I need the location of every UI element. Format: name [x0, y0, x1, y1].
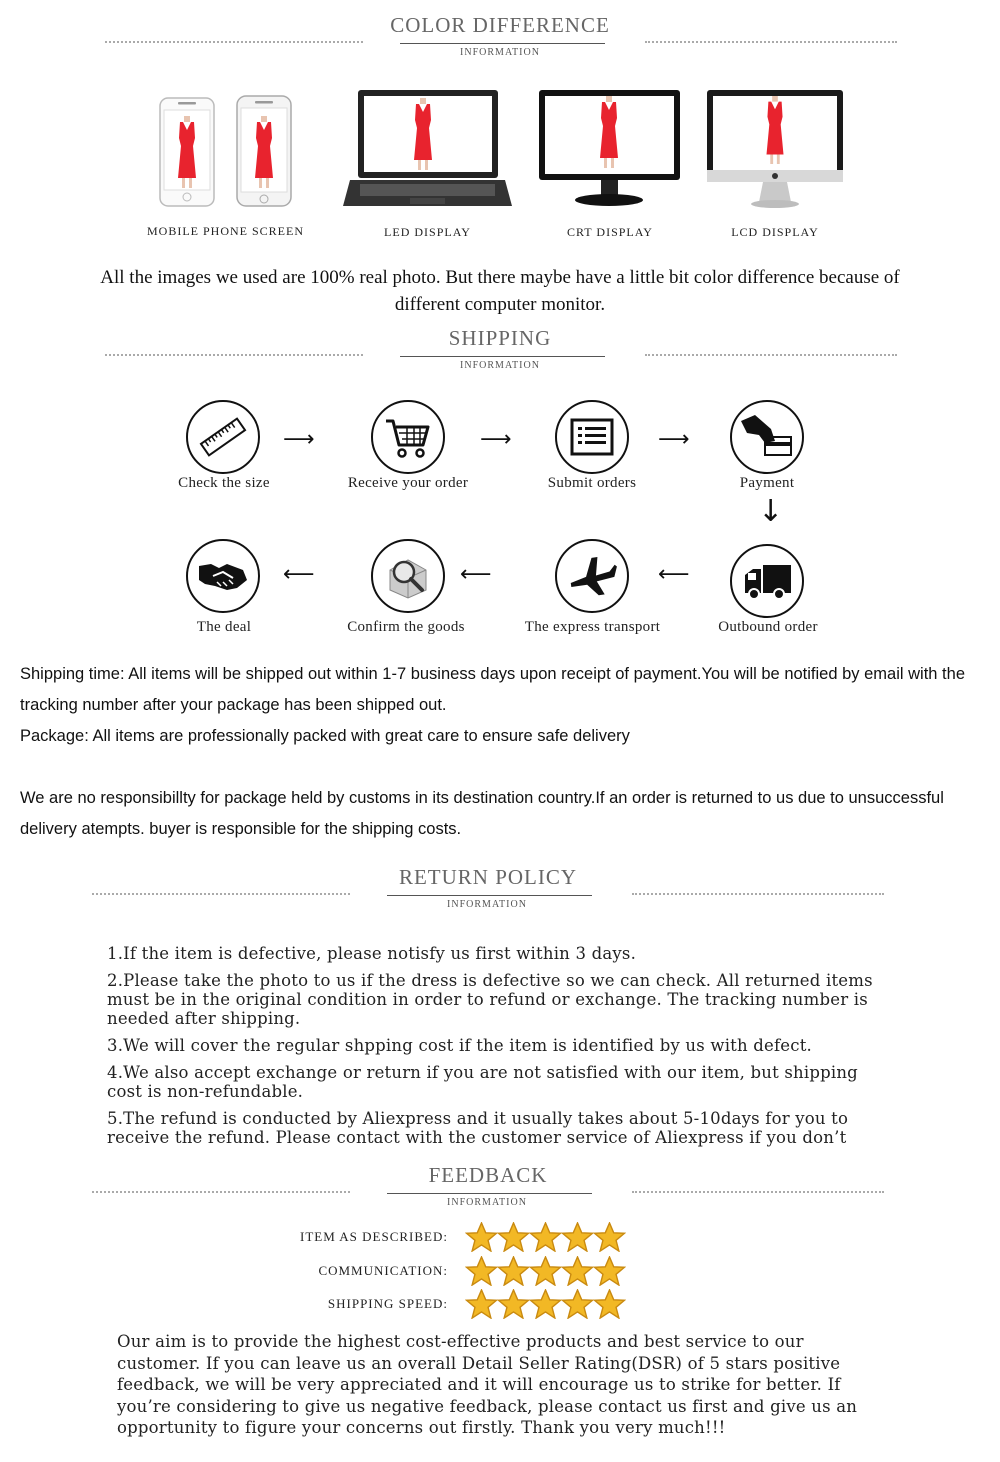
step-label: The deal [196, 619, 252, 635]
magnifier-icon [382, 550, 434, 602]
step-submit-orders [555, 400, 629, 474]
arrow-left-icon: ⟵ [658, 562, 690, 587]
star-rating [465, 1289, 625, 1319]
rating-row-shipping-speed [0, 1289, 1000, 1319]
dress-image-phone-2 [246, 116, 282, 188]
section-title: SHIPPING [448, 326, 552, 350]
package-text: Package: All items are professionally packed with great care to ensure safe delivery [20, 727, 630, 745]
step-check-size [186, 400, 260, 474]
arrow-right-icon: ⟶ [480, 427, 512, 452]
step-label: Confirm the goods [347, 619, 465, 635]
step-label: Outbound order [718, 619, 818, 635]
star-icon [497, 1222, 530, 1252]
device-label: LED DISPLAY [384, 225, 471, 239]
card-payment-icon [741, 411, 793, 463]
step-label: Check the size [178, 475, 270, 491]
star-icon [561, 1289, 594, 1319]
header-rule [400, 356, 605, 357]
dress-image-crt [591, 96, 627, 168]
dress-image-phone-1 [169, 116, 205, 188]
section-subtitle: INFORMATION [460, 360, 540, 371]
star-icon [497, 1289, 530, 1319]
star-icon [529, 1289, 562, 1319]
header-dots-left [105, 41, 363, 43]
star-icon [593, 1222, 626, 1252]
header-dots-right [632, 1191, 884, 1193]
feedback-message: Our aim is to provide the highest cost-effective products and best service to our customer. If you can leave us an overall Detail Seller Rating(DSR) of 5 stars positive feedback, we will be very appreciated and it will encourage us to strike for better. If you’re considering to give us negative feedback, please contact us first and give us an opportunity to figure your concerns out firstly. Thank you very much!!! [117, 1332, 858, 1437]
header-rule [387, 895, 592, 896]
rating-label: ITEM AS DESCRIBED: [299, 1229, 448, 1244]
arrow-left-icon: ⟵ [283, 562, 315, 587]
header-dots-right [632, 893, 884, 895]
star-icon [593, 1256, 626, 1286]
star-icon [593, 1289, 626, 1319]
rating-row-item-described [0, 1222, 1000, 1252]
truck-icon [741, 555, 793, 607]
star-icon [529, 1222, 562, 1252]
rating-row-communication [0, 1256, 1000, 1286]
return-policy-header [0, 865, 1000, 925]
step-outbound-order [730, 544, 804, 618]
ruler-icon [197, 411, 249, 463]
shopping-cart-icon [382, 411, 434, 463]
star-icon [561, 1256, 594, 1286]
step-receive-order [371, 400, 445, 474]
header-dots-left [92, 1191, 350, 1193]
star-icon [529, 1256, 562, 1286]
step-payment [730, 400, 804, 474]
return-policy-item: 1.If the item is defective, please notisfy us first within 3 days. [107, 944, 637, 963]
star-icon [561, 1222, 594, 1252]
order-list-icon [566, 411, 618, 463]
handshake-icon [197, 550, 249, 602]
return-policy-list [107, 944, 877, 1155]
step-express-transport [555, 539, 629, 613]
return-policy-item: 4.We also accept exchange or return if you are not satisfied with our item, but shipping cost is non-refundable. [107, 1063, 858, 1101]
step-confirm-goods [371, 539, 445, 613]
arrow-right-icon: ⟶ [283, 427, 315, 452]
step-label: The express transport [524, 619, 661, 635]
header-dots-right [645, 354, 897, 356]
section-title: COLOR DIFFERENCE [390, 13, 610, 37]
header-rule [387, 1193, 592, 1194]
step-label: Submit orders [547, 475, 637, 491]
star-icon [465, 1222, 498, 1252]
star-icon [465, 1256, 498, 1286]
rating-label: SHIPPING SPEED: [327, 1296, 448, 1311]
dress-image-led [405, 98, 441, 170]
rating-label: COMMUNICATION: [318, 1263, 448, 1278]
return-policy-item: 5.The refund is conducted by Aliexpress and it usually takes about 5-10days for you to receive the refund. Please contact with the customer service of Aliexpress if you don’t [107, 1109, 849, 1147]
dress-image-lcd [757, 96, 793, 164]
header-dots-left [105, 354, 363, 356]
section-subtitle: INFORMATION [447, 899, 527, 910]
device-label: CRT DISPLAY [567, 225, 653, 239]
shipping-time-text: Shipping time: All items will be shipped out within 1-7 business days upon receipt of payment.You will be notified by email with the tracking number after your package has been shipped out. [20, 665, 965, 714]
arrow-right-icon: ⟶ [658, 427, 690, 452]
step-label: Receive your order [347, 475, 469, 491]
header-dots-left [92, 893, 350, 895]
color-difference-note: All the images we used are 100% real photo. But there maybe have a little bit color difference because of different computer monitor. [100, 267, 900, 315]
section-subtitle: INFORMATION [460, 47, 540, 58]
return-policy-item: 2.Please take the photo to us if the dress is defective so we can check. All returned items must be in the original condition in order to refund or exchange. The tracking number is needed after shipping. [107, 971, 873, 1028]
star-icon [465, 1289, 498, 1319]
section-title: RETURN POLICY [398, 865, 578, 889]
header-dots-right [645, 41, 897, 43]
star-icon [497, 1256, 530, 1286]
step-label: Payment [739, 475, 795, 491]
section-subtitle: INFORMATION [447, 1197, 527, 1208]
device-label: LCD DISPLAY [731, 225, 819, 239]
arrow-down-icon: ↓ [758, 494, 784, 529]
step-the-deal [186, 539, 260, 613]
section-title: FEEDBACK [428, 1163, 548, 1187]
header-rule [400, 43, 605, 44]
star-rating [465, 1222, 625, 1252]
device-label: MOBILE PHONE SCREEN [146, 224, 304, 238]
airplane-icon [566, 550, 618, 602]
arrow-left-icon: ⟵ [460, 562, 492, 587]
customs-responsibility-text: We are no responsibillty for package held by customs in its destination country.If an order is returned to us due to unsuccessful delivery atempts. buyer is responsible for the shipping costs. [20, 789, 944, 838]
return-policy-item: 3.We will cover the regular shpping cost if the item is identified by us with defect. [107, 1036, 812, 1055]
shipping-header [0, 326, 1000, 386]
star-rating [465, 1256, 625, 1286]
color-difference-header [0, 13, 1000, 73]
feedback-header [0, 1163, 1000, 1223]
